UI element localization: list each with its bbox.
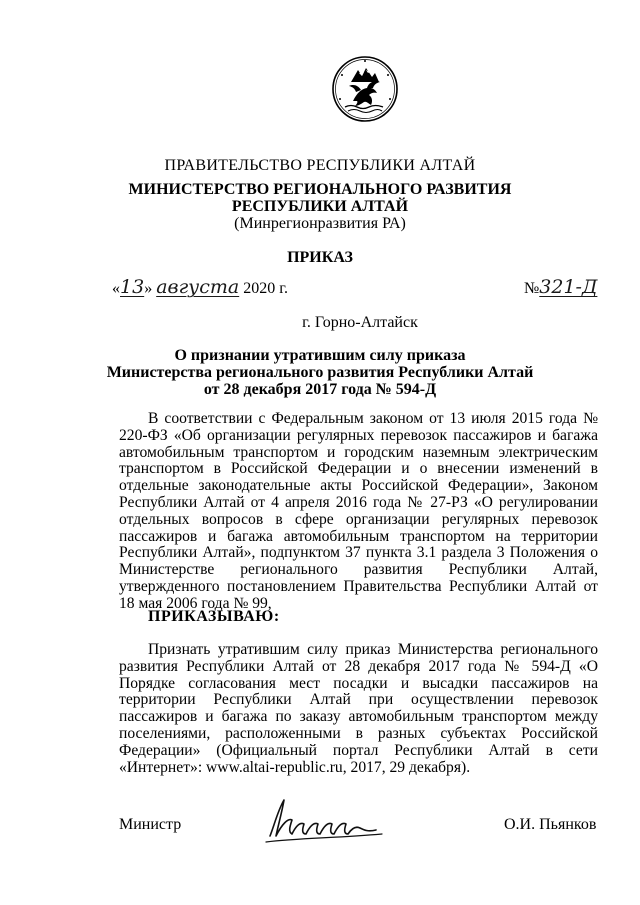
date-year: 2020 г.: [243, 280, 288, 297]
date-month: августа: [156, 276, 240, 298]
order-title-line2: Министерства регионального развития Республики Алтай: [106, 364, 534, 381]
order-word: ПРИКАЗЫВАЮ:: [148, 608, 280, 625]
document-type: ПРИКАЗ: [287, 249, 353, 266]
decision-paragraph: Признать утратившим силу приказ Министерства регионального развития Республики Алтай от 28 декабря 2017 года № 594-Д «О Порядке согласования мест посадки и высадки пассажиров на территории Республики Алтай при осуществлении перевозок пассажиров и багажа по заказу автомобильным транспортом между поселениями, расположенными в разных субъектах Российской Федерации» (Официальный портал Республики Алтай в сети «Интернет»: www.altai-republic.ru, 2017, 29 декабря).: [119, 641, 598, 776]
city: г. Горно-Алтайск: [302, 314, 418, 331]
order-title-line3: от 28 декабря 2017 года № 594-Д: [203, 381, 437, 398]
order-title-line1: О признании утратившим силу приказа: [174, 347, 466, 364]
order-number: [524, 276, 597, 298]
signatory-position: Министр: [119, 816, 182, 833]
order-date: [112, 276, 288, 298]
date-day: 13: [120, 276, 145, 298]
preamble-paragraph: В соответствии с Федеральным законом от 13 июля 2015 года № 220-ФЗ «Об организации регулярных перевозок пассажиров и багажа автомобильным транспортом и городским наземным электрическим транспортом в Российской Федерации и о внесении изменений в отдельные законодательные акты Российской Федерации», Законом Республики Алтай от 4 апреля 2016 года № 27-РЗ «О регулировании отдельных вопросов в сфере организации регулярных перевозок пассажиров и багажа автомобильным транспортом на территории Республики Алтай», подпунктом 37 пункта 3.1 раздела 3 Положения о Министерстве регионального развития Республики Алтай, утвержденного постановлением Правительства Республики Алтай от 18 мая 2006 года № 99,: [119, 410, 598, 612]
date-open-quote: «: [112, 280, 120, 297]
signature-icon: [258, 792, 418, 848]
ministry-name-line2: РЕСПУБЛИКИ АЛТАЙ: [231, 198, 409, 215]
number-value: 321-Д: [539, 276, 598, 298]
altai-emblem-icon: [331, 55, 399, 123]
ministry-short-name: (Минрегионразвития РА): [234, 215, 406, 232]
number-prefix: №: [524, 280, 540, 297]
date-close-quote: »: [144, 280, 153, 297]
ministry-name-line1: МИНИСТЕРСТВО РЕГИОНАЛЬНОГО РАЗВИТИЯ: [128, 181, 512, 198]
signatory-name: О.И. Пьянков: [504, 816, 597, 833]
government-name: ПРАВИТЕЛЬСТВО РЕСПУБЛИКИ АЛТАЙ: [164, 157, 476, 174]
